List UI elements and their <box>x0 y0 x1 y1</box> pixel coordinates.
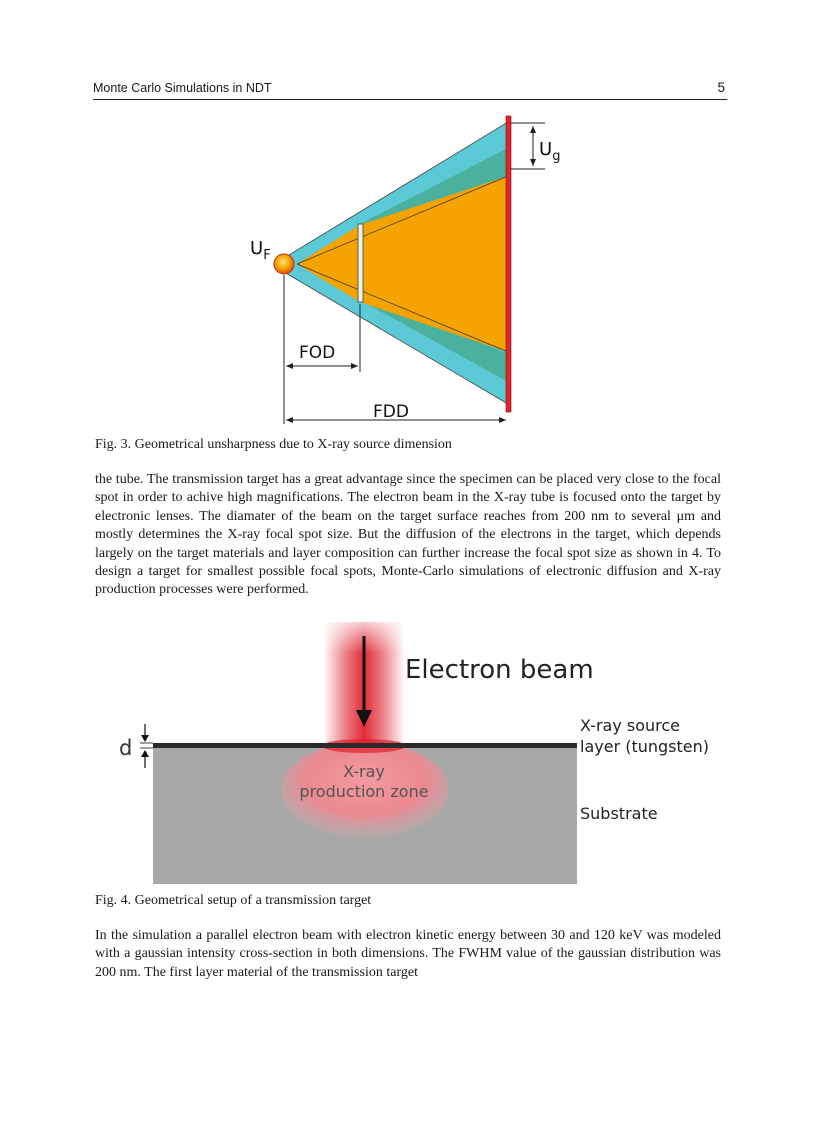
thickness-arrowhead <box>141 735 149 742</box>
label-thickness-d: d <box>119 736 133 760</box>
object-aperture <box>358 224 363 302</box>
label-electron-beam: Electron beam <box>405 655 594 685</box>
label-uf: $U_F$ <box>250 238 271 263</box>
focal-spot-source <box>274 254 294 274</box>
label-layer-line2: layer (tungsten) <box>580 737 710 756</box>
body-paragraph: the tube. The transmission target has a great advantage since the specimen can be placed very close to the focal spot in order to achive high magnifications. The electron beam in the X-ray tube is focused onto the target by electronic lenses. The diamater of the beam on the target surface reaches from 200 nm to several μm and mostly determines the X-ray focal spot size. But the diffusion of the electrons in the target, which depends largely on the target materials and layer composition can further increase the focal spot size as shown in 4. To design a target for smallest possible focal spots, Monte-Carlo simulations of electronic diffusion and X-ray production processes were performed. <box>95 472 721 598</box>
running-header <box>93 80 727 100</box>
label-substrate: Substrate <box>580 804 658 823</box>
figure-3-diagram <box>240 108 580 428</box>
label-zone-line2: production zone <box>299 782 429 801</box>
label-fod: FOD <box>299 343 336 363</box>
label-layer-line1: X-ray source <box>580 716 681 735</box>
label-ug: $U_g$ <box>539 139 561 164</box>
figure-4-diagram <box>110 620 710 888</box>
page-number: 5 <box>717 80 725 95</box>
figure-3-caption: Fig. 3. Geometrical unsharpness due to X-ray source dimension <box>95 437 452 452</box>
label-fdd: FDD <box>373 402 409 422</box>
tungsten-layer <box>153 743 577 748</box>
detector-plate <box>506 116 511 412</box>
label-zone-line1: X-ray <box>343 762 385 781</box>
running-title: Monte Carlo Simulations in NDT <box>93 81 272 95</box>
figure-4-caption: Fig. 4. Geometrical setup of a transmission target <box>95 893 372 908</box>
body-paragraph-2: In the simulation a parallel electron beam with electron kinetic energy between 30 and 120 keV was modeled with a gaussian intensity cross-section in both dimensions. The FWHM value of the gaussian distribution was 200 nm. The first layer material of the transmission target <box>95 928 721 980</box>
thickness-arrowhead <box>141 750 149 757</box>
